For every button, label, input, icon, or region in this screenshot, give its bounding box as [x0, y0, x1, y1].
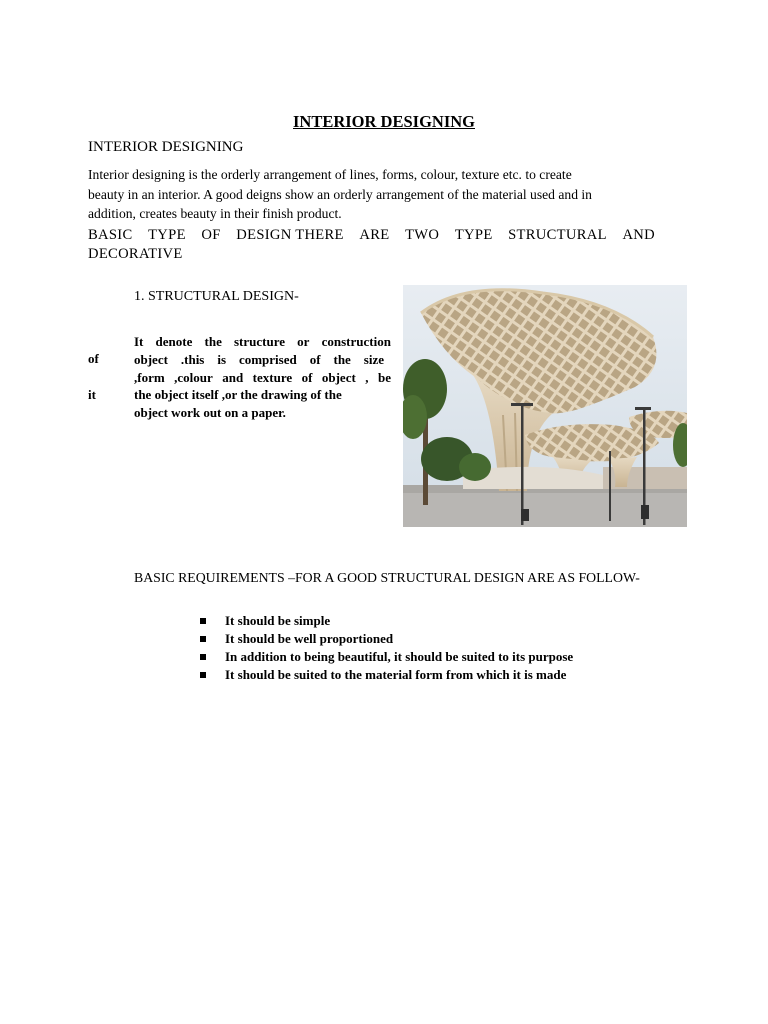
basic-type-line: DECORATIVE — [88, 246, 183, 262]
structural-design-paragraph — [134, 333, 391, 422]
word: STRUCTURAL — [508, 227, 607, 243]
basic-type-line — [88, 226, 655, 245]
word: TWO — [405, 227, 440, 243]
list-item: It should be suited to the material form from which it is made — [200, 666, 573, 684]
structural-design-heading: 1. STRUCTURAL DESIGN- — [134, 289, 299, 304]
square-bullet-icon — [200, 672, 206, 678]
square-bullet-icon — [200, 654, 206, 660]
section-heading: INTERIOR DESIGNING — [88, 139, 244, 155]
word: TYPE — [148, 227, 186, 243]
para-line: ,form ,colour and texture of object , be — [134, 369, 391, 385]
intro-line: addition, creates beauty in their finish product. — [88, 206, 342, 221]
square-bullet-icon — [200, 636, 206, 642]
metropol-parasol-photo — [403, 285, 687, 527]
intro-line: Interior designing is the orderly arrangement of lines, forms, colour, texture etc. to create — [88, 167, 572, 182]
list-item: It should be well proportioned — [200, 630, 573, 648]
word: AND — [622, 227, 655, 243]
word: DESIGN THERE — [236, 227, 344, 243]
document-title: INTERIOR DESIGNING — [293, 112, 475, 131]
para-line: It denote the structure or construction — [134, 334, 391, 349]
intro-line: beauty in an interior. A good deigns show an orderly arrangement of the material used and in — [88, 186, 592, 202]
margin-word: of — [88, 351, 99, 366]
requirements-heading: BASIC REQUIREMENTS –FOR A GOOD STRUCTURAL DESIGN ARE AS FOLLOW- — [134, 570, 640, 585]
square-bullet-icon — [200, 618, 206, 624]
word: ARE — [359, 227, 390, 243]
word: TYPE — [454, 227, 493, 243]
intro-paragraph — [88, 165, 655, 224]
basic-type-heading — [88, 226, 655, 264]
para-line: the object itself ,or the drawing of the — [134, 387, 342, 403]
list-item: In addition to being beautiful, it should be suited to its purpose — [200, 648, 573, 666]
margin-word: it — [88, 387, 96, 402]
list-item: It should be simple — [200, 612, 573, 630]
para-line: object work out on a paper. — [134, 405, 286, 421]
word: OF — [201, 227, 221, 243]
para-line: object .this is comprised of the size — [134, 351, 384, 367]
word: BASIC — [88, 227, 133, 243]
requirements-list — [200, 612, 573, 684]
